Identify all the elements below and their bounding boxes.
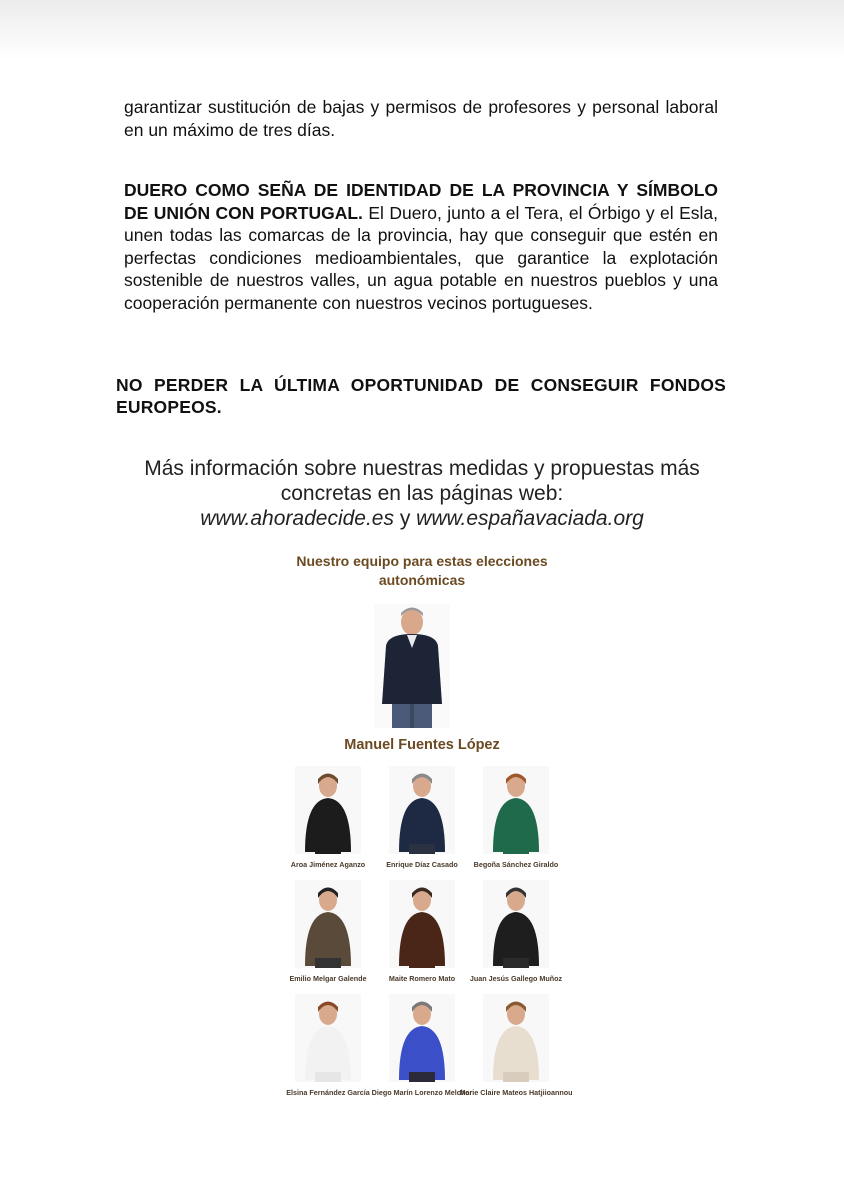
paragraph-teacher-substitution xyxy=(124,96,718,141)
team-member-photo xyxy=(483,880,549,968)
paragraph-european-funds xyxy=(116,374,726,418)
team-member-card xyxy=(446,766,586,869)
team-member-name: Maite Romero Mato xyxy=(388,974,456,983)
team-title-line2: autonómicas xyxy=(378,572,466,588)
team-member-name: Aroa Jiménez Aganzo xyxy=(290,860,366,869)
team-title xyxy=(272,552,572,590)
more-info-block xyxy=(100,456,744,531)
team-member-name: Enrique Díaz Casado xyxy=(386,860,458,869)
team-member-name: Elsina Fernández García xyxy=(286,1088,370,1097)
link-espanavaciada[interactable]: www.españavaciada.org xyxy=(416,507,644,530)
page-top-shadow xyxy=(0,0,844,60)
paragraph3-heading: NO PERDER LA ÚLTIMA OPORTUNIDAD DE CONSEGUIR FONDOS EUROPEOS. xyxy=(116,375,726,417)
team-title-line1: Nuestro equipo para estas elecciones xyxy=(296,553,548,569)
team-member-photo xyxy=(483,766,549,854)
team-member-name: Diego Marín Lorenzo Melchor xyxy=(371,1088,473,1097)
info-urls xyxy=(100,506,744,531)
info-line1: Más información sobre nuestras medidas y propuestas más xyxy=(144,457,700,480)
leader-photo xyxy=(374,604,450,728)
team-member-name: Juan Jesús Gallego Muñoz xyxy=(469,974,563,983)
paragraph2-heading: DUERO COMO SEÑA DE IDENTIDAD DE LA PROVINCIA Y SÍMBOLO DE UNIÓN CON PORTUGAL. xyxy=(124,180,718,223)
team-member-name: Begoña Sánchez Giraldo xyxy=(473,860,559,869)
paragraph2-body: El Duero, junto a el Tera, el Órbigo y el Esla, unen todas las comarcas de la provincia, hay que conseguir que estén en perfectas condiciones medioambientales, que garantice la explotación sostenible de nuestros valles, un agua potable en nuestros pueblos y una cooperación permanente con nuestros vecinos portugueses. xyxy=(124,202,718,313)
team-member-name: Marie Claire Mateos Hatjiioannou xyxy=(459,1088,573,1097)
team-member-card xyxy=(446,880,586,983)
paragraph-duero xyxy=(124,179,718,314)
info-line2: concretas en las páginas web: xyxy=(280,482,564,505)
paragraph1-text: garantizar sustitución de bajas y permisos de profesores y personal laboral en un máximo de tres días. xyxy=(124,97,718,140)
team-member-name: Emilio Melgar Galende xyxy=(289,974,367,983)
link-ahoradecide[interactable]: www.ahoradecide.es xyxy=(200,507,394,530)
team-member-photo xyxy=(483,994,549,1082)
info-connector: y xyxy=(393,507,417,530)
leader-name: Manuel Fuentes López xyxy=(344,737,500,753)
team-member-card xyxy=(446,994,586,1097)
